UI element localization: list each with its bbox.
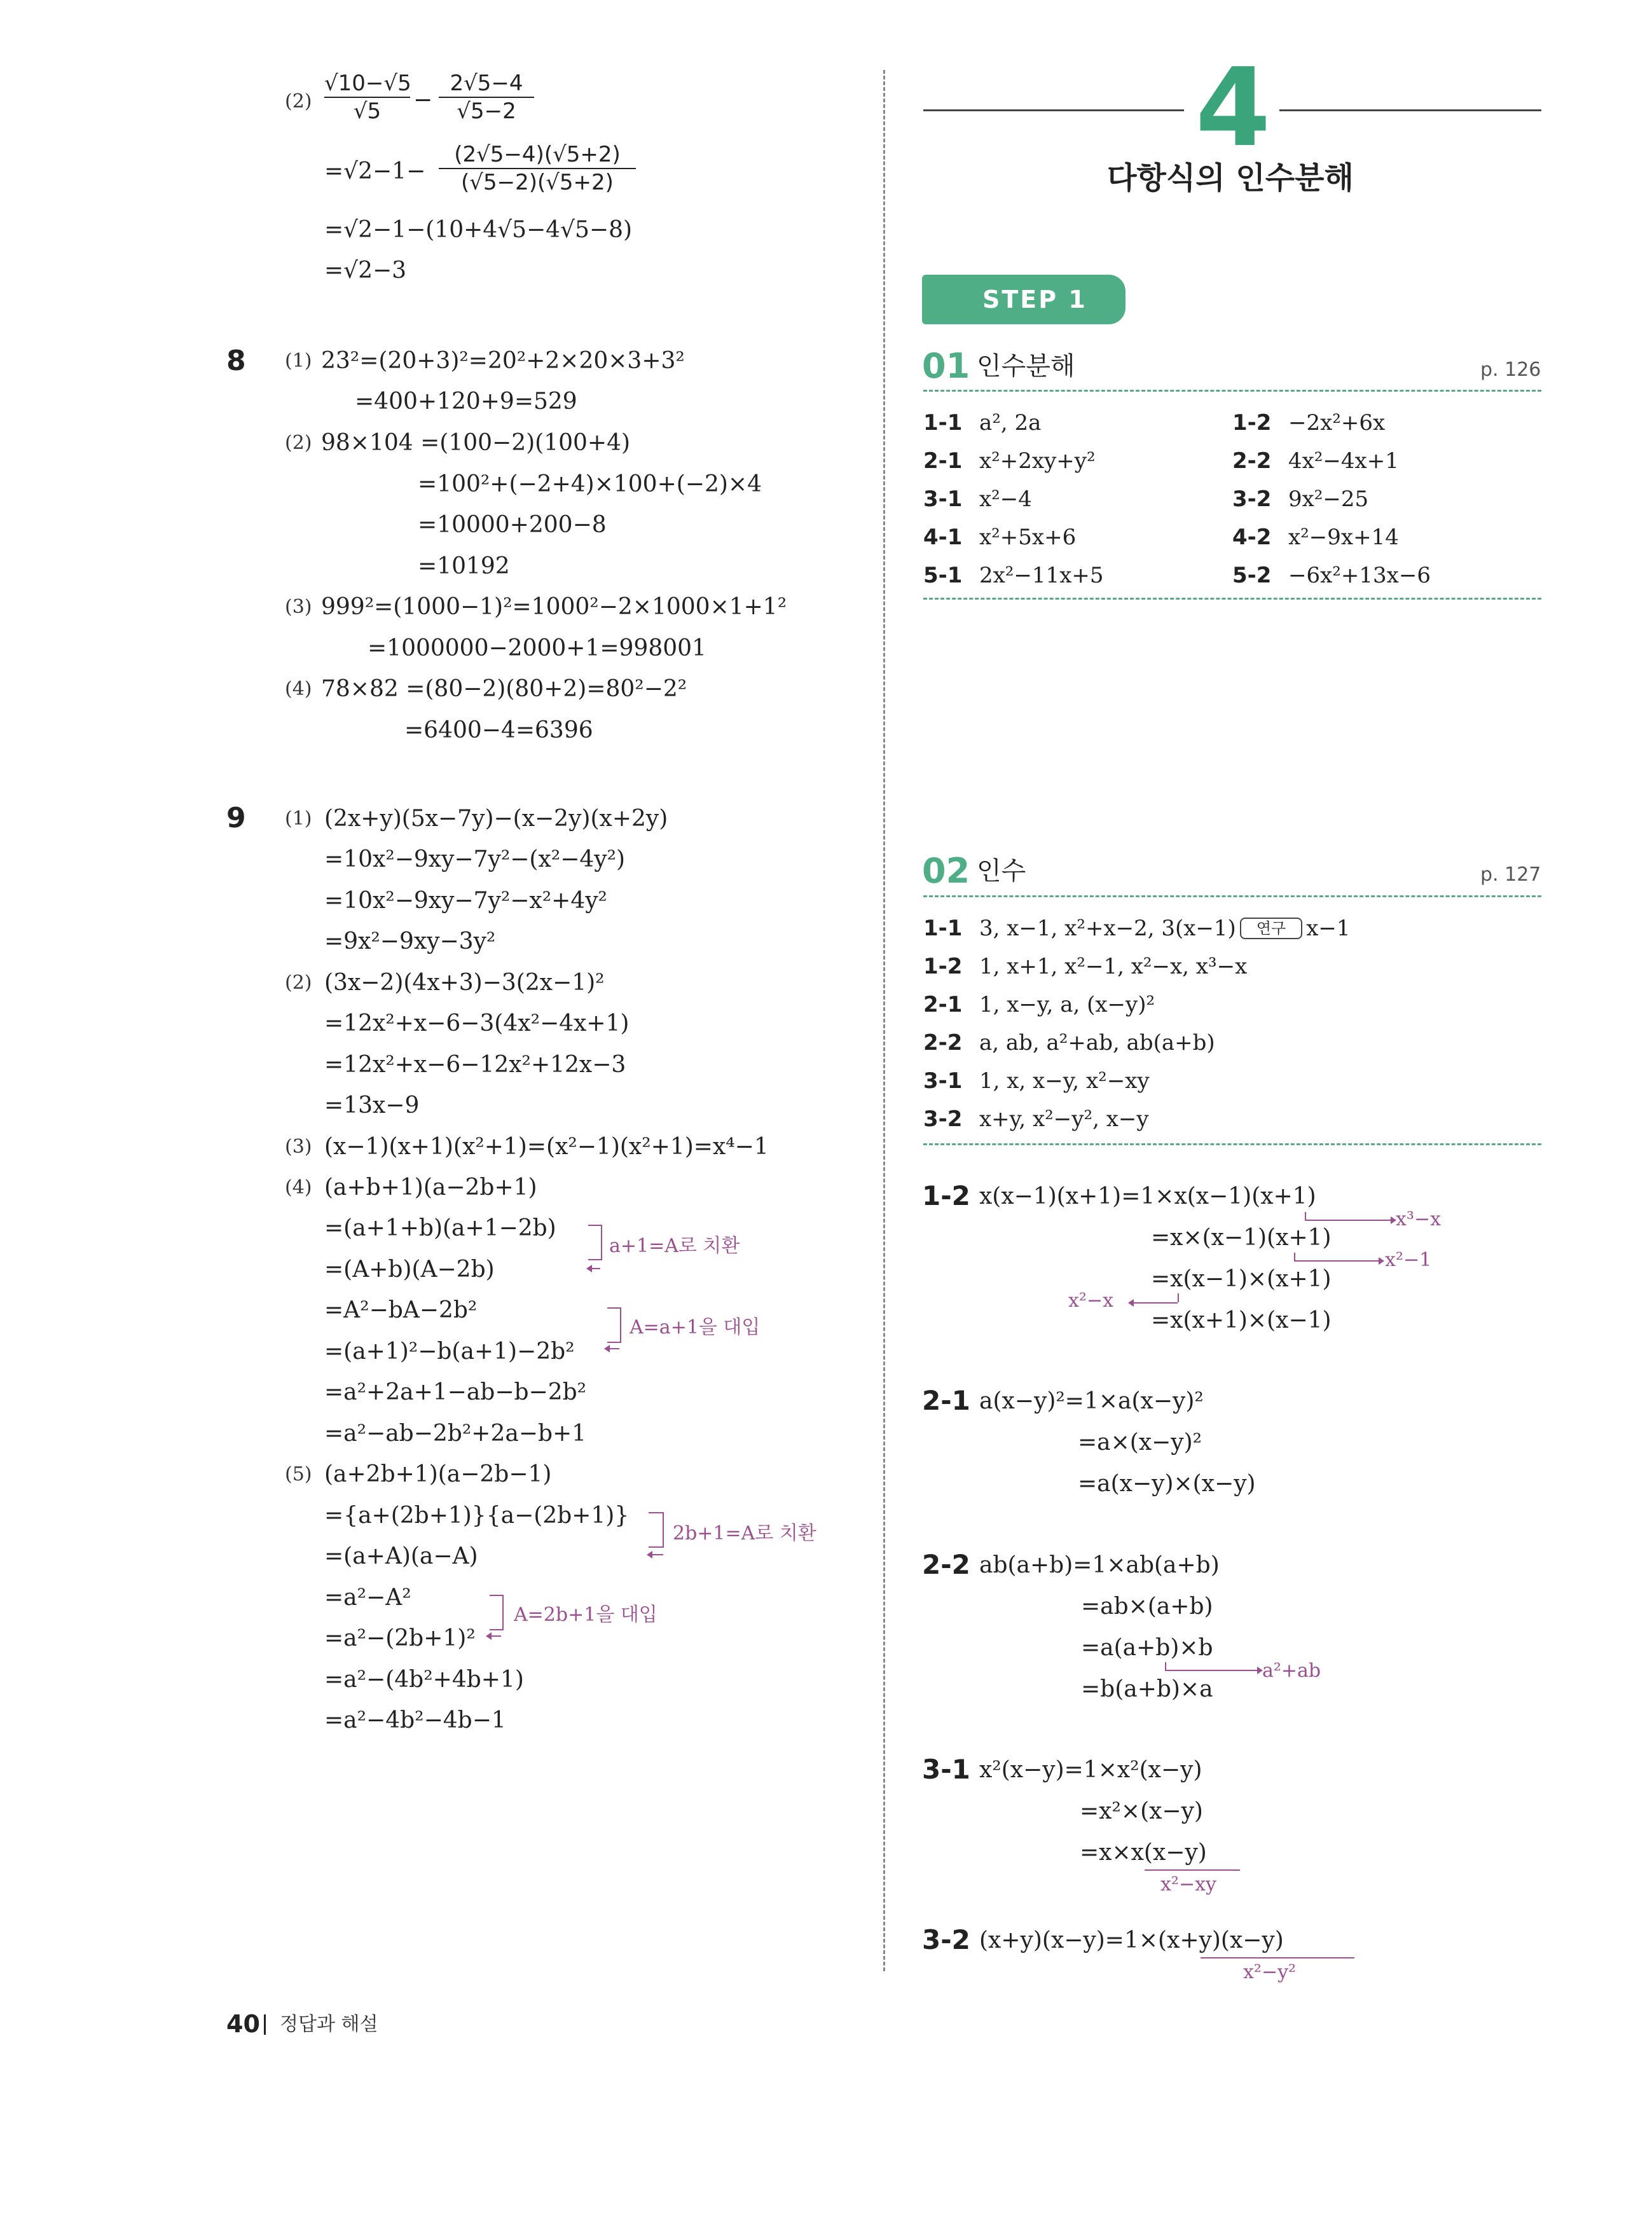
annotation-arrow <box>1133 1302 1178 1304</box>
equation-line: =√2−1−(10+4√5−4√5−8) <box>324 217 633 243</box>
answer-label: 4-1 <box>923 525 963 550</box>
equation-line: =a²−ab−2b²+2a−b+1 <box>324 1421 587 1447</box>
answer-value: 4x²−4x+1 <box>1288 448 1399 474</box>
answer-label: 1-2 <box>923 954 963 979</box>
solution-label: 3-1 <box>922 1754 970 1785</box>
part-label: (4) <box>285 1176 312 1199</box>
equation-line: =12x²+x−6−12x²+12x−3 <box>324 1052 626 1078</box>
part-label: (1) <box>285 808 312 830</box>
annotation-note: A=a+1을 대입 <box>630 1316 761 1339</box>
page-reference: p. 126 <box>1480 359 1541 381</box>
part-label: (3) <box>285 596 312 618</box>
equation-line: =A²−bA−2b² <box>324 1297 478 1323</box>
answer-label: 2-1 <box>923 448 963 474</box>
answer-label: 1-1 <box>923 916 963 941</box>
annotation-arrow <box>609 1348 619 1349</box>
equation-line: =12x²+x−6−3(4x²−4x+1) <box>324 1010 630 1036</box>
answer-value: −2x²+6x <box>1288 410 1386 436</box>
annotation-bracket <box>649 1512 664 1548</box>
equation-line: ={a+(2b+1)}{a−(2b+1)} <box>324 1503 630 1529</box>
answer-value: x+y, x²−y², x−y <box>979 1106 1149 1132</box>
column-divider <box>883 70 885 1971</box>
footer-divider <box>264 2014 266 2035</box>
underline-mark <box>1145 1869 1240 1871</box>
answer-label: 1-2 <box>1232 410 1272 436</box>
part-label: (3) <box>285 1136 312 1158</box>
problem-number: 9 <box>226 802 246 834</box>
equation-line: =10192 <box>418 553 510 579</box>
equation-line: 999²=(1000−1)²=1000²−2×1000×1+1² <box>321 594 787 620</box>
fraction: √10−√5 √5 <box>324 71 411 124</box>
answer-label: 2-2 <box>1232 448 1272 474</box>
annotation-arrow <box>1165 1670 1258 1671</box>
chapter-title: 다항식의 인수분해 <box>1107 160 1354 196</box>
equation-line: =a²−4b²−4b−1 <box>324 1707 506 1733</box>
equation-line: =(a+A)(a−A) <box>324 1543 478 1569</box>
answer-label: 2-2 <box>923 1030 963 1056</box>
equation-line: =a²−(2b+1)² <box>324 1625 476 1651</box>
equation-line: =ab×(a+b) <box>1081 1593 1213 1620</box>
equation-line: =√2−1− <box>324 158 426 184</box>
equation-line: (x−1)(x+1)(x²+1)=(x²−1)(x²+1)=x⁴−1 <box>324 1134 769 1160</box>
equation-line: ab(a+b)=1×ab(a+b) <box>979 1552 1220 1578</box>
section-number: 01 <box>922 346 970 386</box>
part-label: (2) <box>285 432 312 454</box>
equation-line: =a(x−y)×(x−y) <box>1078 1471 1256 1497</box>
section-title: 인수 <box>977 857 1026 886</box>
equation-line: =100²+(−2+4)×100+(−2)×4 <box>418 471 762 497</box>
equation-line: =a²−(4b²+4b+1) <box>324 1667 524 1693</box>
answer-value: 9x²−25 <box>1288 486 1369 512</box>
fraction: (2√5−4)(√5+2) (√5−2)(√5+2) <box>439 141 636 196</box>
equation-line: =√2−3 <box>324 258 407 284</box>
equation-line: =b(a+b)×a <box>1081 1676 1213 1702</box>
equation-line: =13x−9 <box>324 1092 420 1118</box>
equation-line: =1000000−2000+1=998001 <box>368 635 706 661</box>
section-rule <box>923 390 1541 392</box>
equation-line: (3x−2)(4x+3)−3(2x−1)² <box>324 970 605 996</box>
answer-value: a², 2a <box>979 410 1042 436</box>
annotation-bracket <box>588 1225 602 1260</box>
answer-value: x²+2xy+y² <box>979 448 1096 474</box>
solution-label: 3-2 <box>922 1924 970 1955</box>
annotation-arrow <box>591 1268 600 1269</box>
footer-title: 정답과 해설 <box>280 2013 378 2035</box>
chapter-number: 4 <box>1195 45 1271 171</box>
equation-line: =x×(x−1)(x+1) <box>1151 1225 1332 1251</box>
section-rule <box>923 895 1541 897</box>
equation-line: =(a+1)²−b(a+1)−2b² <box>324 1339 575 1365</box>
answer-value: a, ab, a²+ab, ab(a+b) <box>979 1030 1215 1056</box>
annotation-bracket <box>607 1307 621 1343</box>
annotation-note: a+1=A로 치환 <box>609 1235 740 1257</box>
answer-label: 5-1 <box>923 563 963 588</box>
annotation-arrow <box>1305 1220 1391 1221</box>
study-badge: 연구 <box>1240 918 1302 939</box>
section-title: 인수분해 <box>977 352 1075 381</box>
section-number: 02 <box>922 851 970 891</box>
annotation-bracket <box>490 1595 504 1630</box>
page-reference: p. 127 <box>1480 864 1541 886</box>
annotation-note: 2b+1=A로 치환 <box>673 1522 816 1545</box>
annotation-arrow <box>652 1554 663 1555</box>
equation-line: (a+b+1)(a−2b+1) <box>324 1174 537 1201</box>
equation-line: =a²+2a+1−ab−b−2b² <box>324 1379 587 1405</box>
equation-line: (a+2b+1)(a−2b−1) <box>324 1461 552 1487</box>
part-label: (5) <box>285 1463 312 1485</box>
equation-line: =9x²−9xy−3y² <box>324 928 496 954</box>
part-label: (2) <box>285 90 312 113</box>
answer-value: x²−4 <box>979 486 1032 512</box>
annotation-arrow <box>491 1635 501 1637</box>
fraction: 2√5−4 √5−2 <box>439 70 534 125</box>
equation-line: =400+120+9=529 <box>355 389 577 415</box>
annotation-note: x³−x <box>1396 1208 1442 1230</box>
underline-mark <box>1178 1293 1179 1302</box>
equation-line: a(x−y)²=1×a(x−y)² <box>979 1388 1204 1414</box>
problem-number: 8 <box>226 345 246 377</box>
equation-line: =x(x−1)×(x+1) <box>1151 1266 1332 1292</box>
equation-line: 98×104 =(100−2)(100+4) <box>321 430 631 456</box>
equation-line: =10x²−9xy−7y²−x²+4y² <box>324 888 607 914</box>
equation-line: =x×x(x−y) <box>1080 1840 1207 1866</box>
solution-label: 2-1 <box>922 1385 970 1416</box>
answer-value: 3, x−1, x²+x−2, 3(x−1) 연구 x−1 <box>979 916 1351 941</box>
annotation-note: x²−x <box>1068 1290 1114 1312</box>
annotation-note: a²+ab <box>1262 1660 1321 1682</box>
answer-label: 3-2 <box>1232 486 1272 512</box>
equation-line: =x(x+1)×(x−1) <box>1151 1307 1332 1333</box>
solution-label: 2-2 <box>922 1549 970 1580</box>
annotation-note: A=2b+1을 대입 <box>514 1604 657 1626</box>
step-banner: STEP 1 <box>922 275 1125 324</box>
answer-label: 2-1 <box>923 992 963 1017</box>
equation-line: 23²=(20+3)²=20²+2×20×3+3² <box>321 348 685 374</box>
answer-value: 1, x+1, x²−1, x²−x, x³−x <box>979 954 1248 979</box>
minus-sign: − <box>413 87 433 113</box>
part-label: (4) <box>285 678 312 700</box>
page-number: 40 <box>226 2010 260 2038</box>
answer-value: 1, x, x−y, x²−xy <box>979 1068 1150 1094</box>
answer-value: x²−9x+14 <box>1288 525 1399 550</box>
answer-label: 5-2 <box>1232 563 1272 588</box>
section-rule <box>923 1143 1541 1145</box>
equation-line: (x+y)(x−y)=1×(x+y)(x−y) <box>979 1927 1284 1953</box>
equation-line: =10x²−9xy−7y²−(x²−4y²) <box>324 846 626 872</box>
answer-label: 3-1 <box>923 486 963 512</box>
answer-value: −6x²+13x−6 <box>1288 563 1431 588</box>
annotation-note: x²−1 <box>1385 1249 1432 1271</box>
equation-line: x²(x−y)=1×x²(x−y) <box>979 1757 1202 1783</box>
answer-label: 1-1 <box>923 410 963 436</box>
equation-line: =a×(x−y)² <box>1078 1429 1202 1456</box>
answer-label: 3-1 <box>923 1068 963 1094</box>
chapter-rule <box>923 109 1184 111</box>
solution-label: 1-2 <box>922 1180 970 1211</box>
equation-line: =(a+1+b)(a+1−2b) <box>324 1215 556 1241</box>
section-rule <box>923 598 1541 600</box>
equation-line: =(A+b)(A−2b) <box>324 1256 495 1283</box>
equation-line: =a²−A² <box>324 1585 411 1611</box>
equation-line: =6400−4=6396 <box>404 717 593 743</box>
equation-line: (2x+y)(5x−7y)−(x−2y)(x+2y) <box>324 806 668 832</box>
annotation-note: x²−y² <box>1243 1961 1297 1983</box>
equation-line: 78×82 =(80−2)(80+2)=80²−2² <box>321 676 687 702</box>
annotation-arrow <box>1294 1260 1379 1262</box>
equation-line: =a(a+b)×b <box>1081 1635 1213 1661</box>
part-label: (1) <box>285 350 312 372</box>
underline-mark <box>1201 1957 1354 1958</box>
equation-line: =10000+200−8 <box>418 512 607 538</box>
answer-value: 1, x−y, a, (x−y)² <box>979 992 1155 1017</box>
part-label: (2) <box>285 972 312 994</box>
chapter-rule <box>1279 109 1541 111</box>
answer-label: 3-2 <box>923 1106 963 1132</box>
answer-label: 4-2 <box>1232 525 1272 550</box>
answer-value: x²+5x+6 <box>979 525 1077 550</box>
equation-line: =x²×(x−y) <box>1080 1798 1203 1824</box>
annotation-note: x²−xy <box>1160 1873 1216 1896</box>
equation-line: x(x−1)(x+1)=1×x(x−1)(x+1) <box>979 1183 1316 1209</box>
answer-value: 2x²−11x+5 <box>979 563 1104 588</box>
